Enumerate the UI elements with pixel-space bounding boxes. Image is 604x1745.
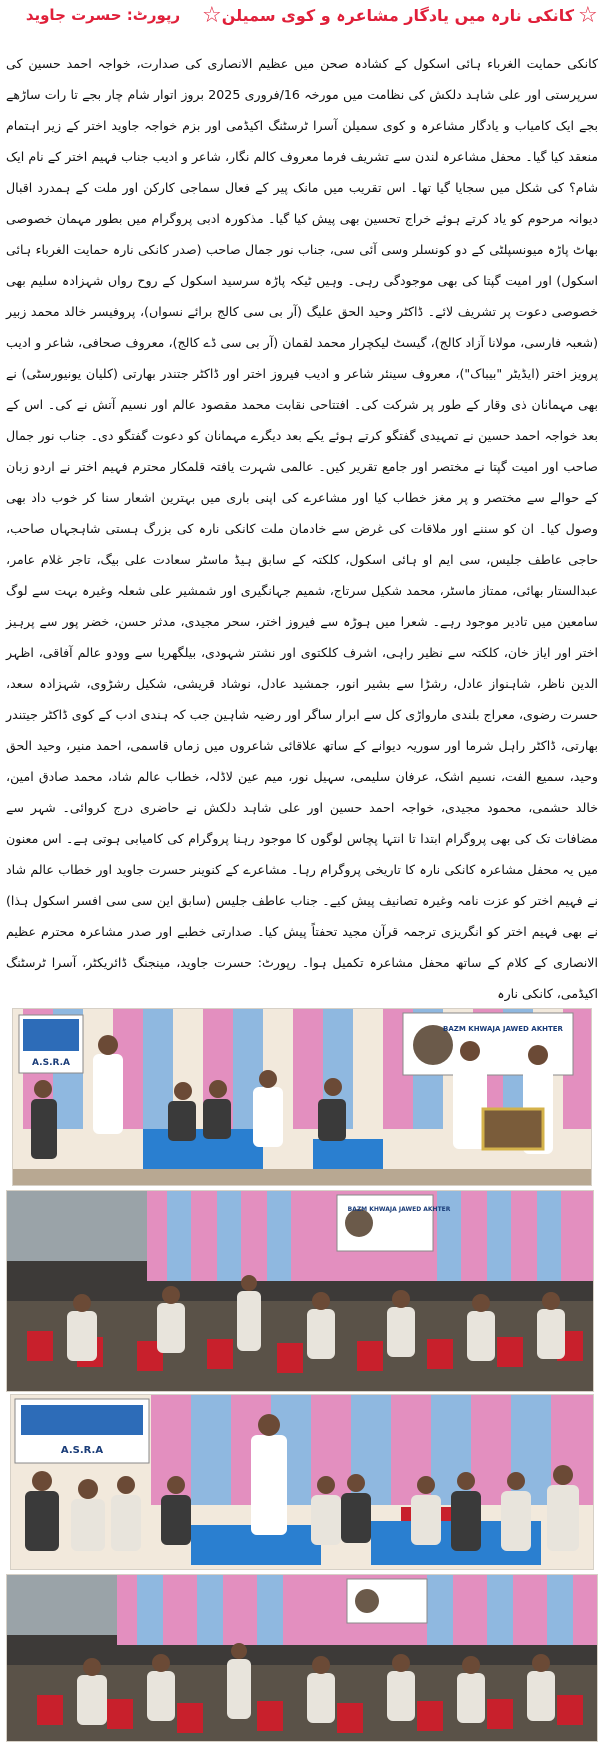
event-photo-audience <box>6 1190 594 1392</box>
star-icon: ☆ <box>202 3 222 28</box>
event-photo-stage <box>12 1008 592 1186</box>
banner-bazm-text: BAZM KHWAJA JAWED AKHTER <box>347 1206 451 1213</box>
banner-asra-text: A.S.R.A <box>32 1058 70 1068</box>
event-photo-speaker <box>10 1394 594 1570</box>
banner-bazm-text: BAZM KHWAJA JAWED AKHTER <box>443 1025 563 1033</box>
headline-bar <box>0 0 604 40</box>
event-photo-crowd <box>6 1574 598 1742</box>
report-byline: رپورٹ: حسرت جاوید <box>25 6 181 24</box>
star-icon: ☆ <box>578 3 598 28</box>
banner-asra-text: A.S.R.A <box>60 1445 104 1456</box>
article-body: کانکی حمایت الغرباء ہائی اسکول کے کشادہ صحن میں عظیم الانصاری کی صدارت، خواجہ احمد حسین کی سرپرستی اور علی شاہد دلکش کی نظامت میں مورخہ 16/فروری 2025 بروز اتوار شام چار بجے تا رات ساڑھے بجے ایک کامیاب و یادگار مشاعرہ و کوی سمیلن آسرا ٹرسٹنگ اکیڈمی اور بزم خواجہ جاوید اختر کے زیر اہتمام منعقد کیا گیا۔ محفل مشاعرہ لندن سے تشریف فرما معروف کالم نگار، شاعر و ادیب جناب فہیم اختر کے نام ایک شام؟ کی شکل میں سجایا گیا تھا۔ اس تقریب میں مانک پیر کے فعال سماجی کارکن اور ملت کے ہمدرد اقبال دیوانہ مرحوم کو یاد کرتے ہوئے خراج تحسین بھی پیش کیا گیا۔ مذکورہ ادبی پروگرام میں بطور مہمان خصوصی بھاٹ پاڑہ میونسپلٹی کے دو کونسلر وسی آئی سی، جناب نور جمال صاحب (صدر کانکی نارہ حمایت الغرباء ہائی اسکول) اور امیت گپتا کی بھی موجودگی رہی۔ وہیں ٹیکہ پاڑہ سرسید اسکول کے روح رواں شہزادہ سلیم بھی خصوصی دعوت پر تشریف لائے۔ ڈاکٹر وحید الحق علیگ (آر بی سی کالج برائے نسواں)، پروفیسر خالد محمد زبیر (شعبہ فارسی، مولانا آزاد کالج)، گیسٹ لیکچرار محمد لقمان (آر بی سی ڈے کالج)، معروف صحافی، شاعر و ادیب پرویز اختر (ایڈیٹر "بیباک")، معروف سینئر شاعر و ادیب فیروز اختر اور ڈاکٹر جتندر بھارتی (کلیان یونیورسٹی) نے بھی مہمانان ذی وقار کے طور پر شرکت کی۔ افتتاحی نقابت محمد مقصود عالم اور نسیم آتش نے کی۔ اس کے بعد خواجہ احمد حسین نے تمہیدی گفتگو کرتے ہوئے یکے بعد دیگرے مہمانان کو دعوت گفتگو دی۔ جناب نور جمال صاحب اور امیت گپتا نے مختصر اور جامع تقریر کیں۔ عالمی شہرت یافتہ قلمکار محترم فہیم اختر نے اردو زبان کے حوالے سے مختصر و پر مغز خطاب کیا اور مشاعرے کی اپنی باری میں بہترین اشعار سنا کر خوب داد بھی وصول کیا۔ ان کو سننے اور ملاقات کی غرض سے خادمان ملت کانکی نارہ کی بزرگ ہستی شاہجہاں صاحب، حاجی عاطف جلیس، سی ایم او ہائی اسکول، کلکتہ کے سابق ہیڈ ماسٹر سعادت علی بیگ، تاجر غلام عامر، عبدالستار بھائی، ممتاز ماسٹر، محمد شکیل سرتاج، شمیم جہانگیری اور شمشیر علی شعلہ وغیرہ بہت سے لوگ سامعین میں تادیر موجود رہے۔ شعرا میں ہوڑہ سے فیروز اختر، سحر مجیدی، مدثر حسن، خضر پور سے پرہیز اختر اور ایاز خان، کلکتہ سے نظیر راہی، اشرف کلکتوی اور نشتر شہودی، بیلگھریا سے وودو عالم آفاقی، اظہر الدین ناظر، شاہنواز عادل، رشڑا سے بشیر انور، جمشید عادل، نوشاد قریشی، شکیل رشڑوی، شہزادہ سعد، حسرت رضوی، معراج بلندی مارواڑی کل سے ابرار ساگر اور رضیہ شاہین جب کہ ہندی ادب کے کوی ڈاکٹر جیتندر بھارتی، ڈاکٹر راہل شرما اور سوریہ دیوانے کے ساتھ علاقائی شاعروں میں زماں قاسمی، احمد منیر، وحید الحق وحید، سمیع الفت، نسیم اشک، عرفان سلیمی، سہیل نور، میم عین لاڈلہ، خطاب عالم شاد، محمد صادق امین، خالد حشمی، محمود مجیدی، خواجہ احمد حسین اور علی شاہد دلکش نے حاضری درج کروائی۔ شہر سے مضافات تک کی بھی پروگرام ابتدا تا انتہا پچاس لوگوں کا موجود رہنا پروگرام کی کامیابی ہوتی ہے۔ اس معنون میں یہ محفل مشاعرہ کانکی نارہ کا تاریخی پروگرام رہا۔ مشاعرے کے کنوینر حسرت جاوید اور خطاب عالم شاد نے فہیم اختر کو عزت نامہ وغیرہ تصانیف پیش کیے۔ جناب عاطف جلیس (سابق این سی سی افسر اسکول ہذا) نے بھی فہیم اختر کو انگریزی ترجمہ قرآن مجید تحفتاً پیش کیا۔ صدارتی خطبے اور صدر مشاعرہ محترم عظیم الانصاری کے کلام کے ساتھ محفل مشاعرہ تکمیل ہوا۔ رپورٹ: حسرت جاوید، مینجنگ ڈائریکٹر، آسرا ٹرسٹنگ اکیڈمی، کانکی نارہ <box>6 56 598 1001</box>
headline-title: کانکی نارہ میں یادگار مشاعرہ و کوی سمیلن <box>221 6 574 25</box>
